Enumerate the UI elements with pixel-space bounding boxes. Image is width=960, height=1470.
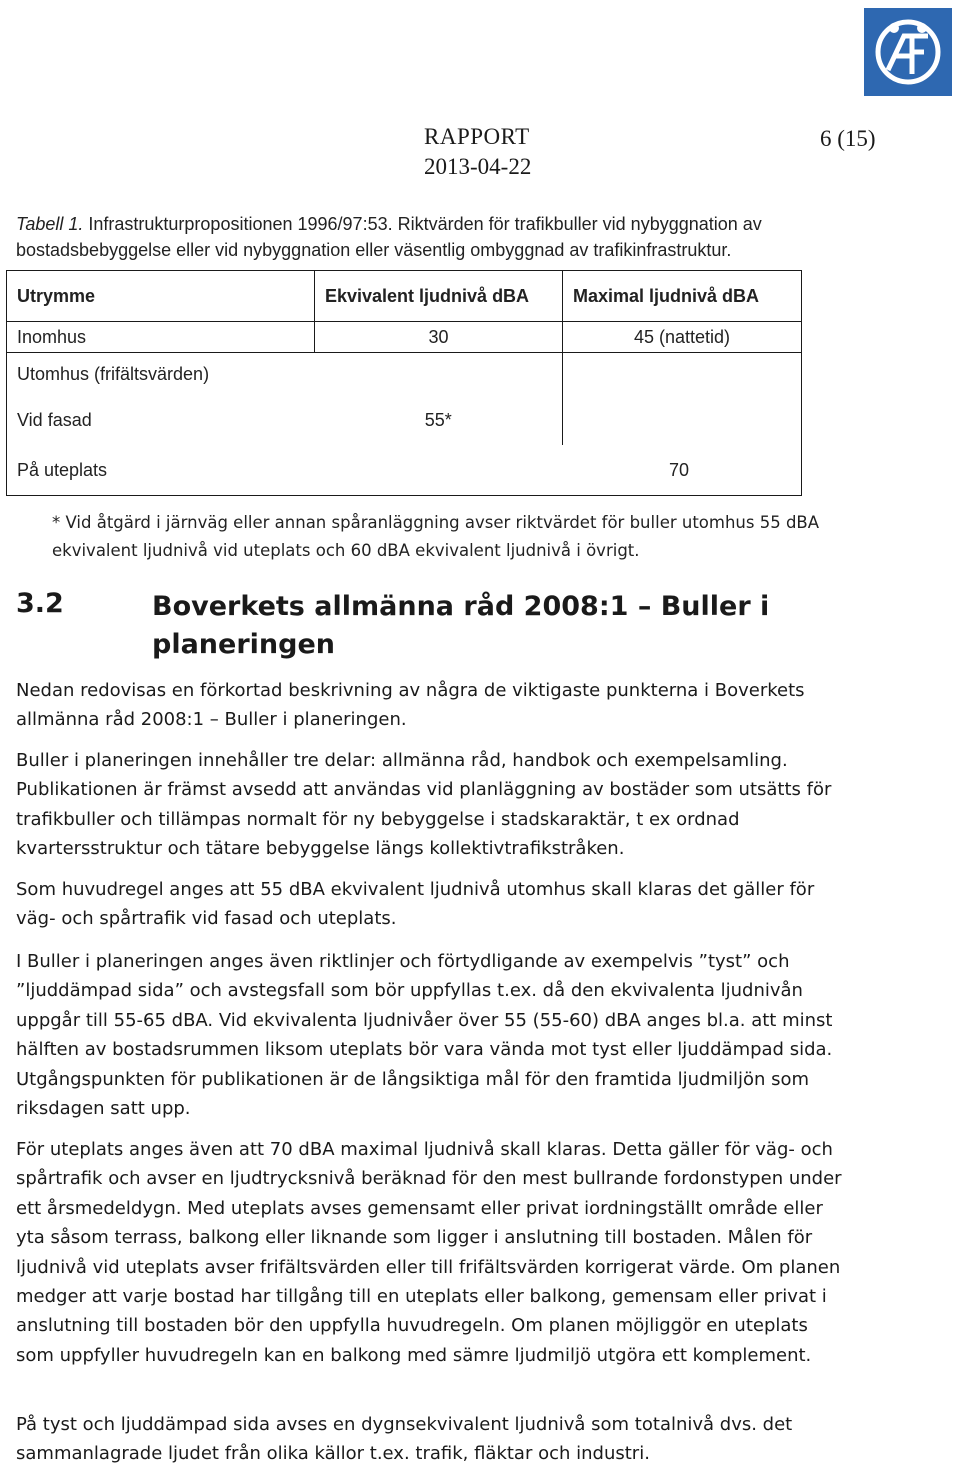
table-header: Maximal ljudnivå dBA [563, 271, 802, 322]
report-date: 2013-04-22 [424, 154, 532, 179]
paragraph-text: Buller i planeringen innehåller tre delar: allmänna råd, handbok och exempelsamling. Publikationen är främst avsedd att användas vid planläggning av bostäder som utsätts för trafikbuller och tillämpas normalt för ny bebyggelse i stadskaraktär, t ex ordnad kvartersstruktur och tätare bebyggelse längs kollektivtrafikstråken. [16, 750, 832, 860]
table-row [7, 322, 802, 353]
table-header: Utrymme [7, 271, 315, 322]
table-header-row [7, 271, 802, 322]
table-cell [563, 395, 802, 445]
noise-guideline-table [6, 270, 802, 496]
paragraph [16, 1410, 846, 1469]
table-cell [315, 445, 563, 496]
table-row [7, 395, 802, 445]
paragraph [16, 875, 846, 934]
table-header: Ekvivalent ljudnivå dBA [315, 271, 563, 322]
table-footnote: * Vid åtgärd i järnväg eller annan spåranläggning avser riktvärdet för buller utomhus 55 dBA ekvivalent ljudnivå vid uteplats och 60 dBA ekvivalent ljudnivå i övrigt. [52, 513, 820, 560]
table-cell: Inomhus [7, 322, 315, 353]
company-logo [864, 8, 952, 96]
paragraph [16, 1135, 846, 1370]
af-logo-icon [864, 8, 952, 96]
table-row [7, 353, 802, 396]
paragraph-text: På tyst och ljuddämpad sida avses en dygnsekvivalent ljudnivå som totalnivå dvs. det sammanlagrade ljudet från olika källor t.ex. trafik, fläktar och industri. [16, 1414, 793, 1465]
paragraph [16, 746, 846, 864]
caption-label: Tabell 1. [16, 214, 84, 234]
table-cell: På uteplats [7, 445, 315, 496]
table-cell: Utomhus (frifältsvärden) [7, 353, 315, 396]
table-cell [315, 353, 563, 396]
paragraph-text: I Buller i planeringen anges även riktlinjer och förtydligande av exempelvis ”tyst” och ”ljuddämpad sida” och avstegsfall som bör uppfyllas t.ex. då den ekvivalenta ljudnivån uppgår till 55-65 dBA. Vid ekvivalenta ljudnivåer över 55 (55-60) dBA anges bl.a. att minst hälften av bostadsrummen liksom uteplats bör vara vända mot tyst eller ljuddämpad sida. Utgångspunkten för publikationen är de långsiktiga mål för den framtida ljudmiljön som riksdagen satt upp. [16, 951, 833, 1120]
report-label: RAPPORT [424, 124, 530, 149]
section-number: 3.2 [16, 588, 64, 619]
section-title: Boverkets allmänna råd 2008:1 – Buller i planeringen [152, 591, 770, 660]
paragraph-text: Som huvudregel anges att 55 dBA ekvivalent ljudnivå utomhus skall klaras det gäller för väg- och spårtrafik vid fasad och uteplats. [16, 879, 815, 930]
paragraph-text: Nedan redovisas en förkortad beskrivning av några de viktigaste punkterna i Boverkets allmänna råd 2008:1 – Buller i planeringen. [16, 680, 805, 731]
table-cell: 55* [315, 395, 563, 445]
table-cell [563, 353, 802, 396]
table-cell: 70 [563, 445, 802, 496]
table-cell: Vid fasad [7, 395, 315, 445]
caption-text: Infrastrukturpropositionen 1996/97:53. Riktvärden för trafikbuller vid nybyggnation av bostadsbebyggelse eller vid nybyggnation eller väsentlig ombyggnad av trafikinfrastruktur. [16, 214, 762, 260]
table-cell: 45 (nattetid) [563, 322, 802, 353]
table-cell: 30 [315, 322, 563, 353]
paragraph-text: För uteplats anges även att 70 dBA maximal ljudnivå skall klaras. Detta gäller för väg- och spårtrafik och avser en ljudtrycksnivå beräknad för den mest bullrande fordonstypen under ett årsmedeldygn. Med uteplats avses gemensamt eller privat iordningställt område eller yta såsom terrass, balkong eller liknande som ligger i anslutning till bostaden. Målen för ljudnivå vid uteplats avser frifältsvärden eller till frifältsvärden korrigerat värde. Om planen medger att varje bostad har tillgång till en uteplats eller balkong, gemensam eller privat i anslutning till bostaden bör den uppfylla huvudregeln. Om planen möjliggör en uteplats som uppfyller huvudregeln kan en balkong med sämre ljudmiljö utgöra ett komplement. [16, 1139, 842, 1366]
page-number: 6 (15) [820, 126, 876, 151]
paragraph [16, 676, 846, 735]
table-row [7, 445, 802, 496]
paragraph [16, 947, 846, 1123]
table-caption [16, 211, 846, 263]
